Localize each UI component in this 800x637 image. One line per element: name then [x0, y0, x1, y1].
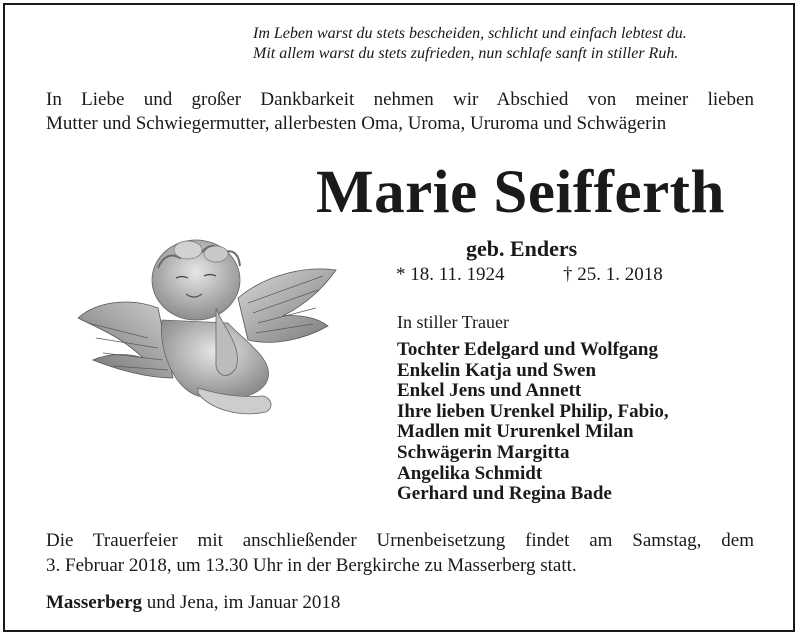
- deceased-name: Marie Seifferth: [316, 159, 725, 226]
- service-line-2: 3. Februar 2018, um 13.30 Uhr in der Bergkirche zu Masserberg statt.: [46, 555, 577, 576]
- mourner-line: Gerhard und Regina Bade: [397, 483, 612, 505]
- signature-rest: und Jena, im Januar 2018: [142, 592, 341, 613]
- mourner-line: Enkel Jens und Annett: [397, 380, 582, 402]
- birth-date: * 18. 11. 1924: [396, 264, 505, 285]
- mourning-label: In stiller Trauer: [397, 312, 509, 332]
- mourner-line: Schwägerin Margitta: [397, 441, 570, 463]
- signature-place: Masserberg: [46, 592, 143, 613]
- mourner-line: Tochter Edelgard und Wolfgang: [397, 339, 658, 360]
- funeral-service-text: [46, 528, 754, 578]
- cherub-angel-icon: [78, 228, 340, 426]
- memorial-poem: [253, 24, 687, 64]
- intro-line-1: In Liebe und großer Dankbarkeit nehmen wir Abschied von meiner lieben: [46, 89, 754, 110]
- mourner-line: Angelika Schmidt: [397, 462, 543, 484]
- service-line-1: Die Trauerfeier mit anschließender Urnenbeisetzung findet am Samstag, dem: [46, 530, 754, 551]
- mourner-line: Madlen mit Ururenkel Milan: [397, 421, 634, 443]
- intro-line-2: Mutter und Schwiegermutter, allerbesten Oma, Uroma, Ururoma und Schwägerin: [46, 113, 667, 134]
- mourners-list: [397, 340, 669, 505]
- poem-line-2: Mit allem warst du stets zufrieden, nun schlafe sanft in stiller Ruh.: [253, 45, 679, 62]
- death-date: † 25. 1. 2018: [563, 264, 663, 285]
- mourner-line: Enkelin Katja und Swen: [397, 359, 597, 381]
- intro-text: [46, 88, 754, 136]
- poem-line-1: Im Leben warst du stets bescheiden, schlicht und einfach lebtest du.: [253, 25, 687, 42]
- maiden-name: geb. Enders: [466, 236, 578, 261]
- signature-line: [46, 592, 340, 614]
- mourner-line: Ihre lieben Urenkel Philip, Fabio,: [397, 400, 669, 422]
